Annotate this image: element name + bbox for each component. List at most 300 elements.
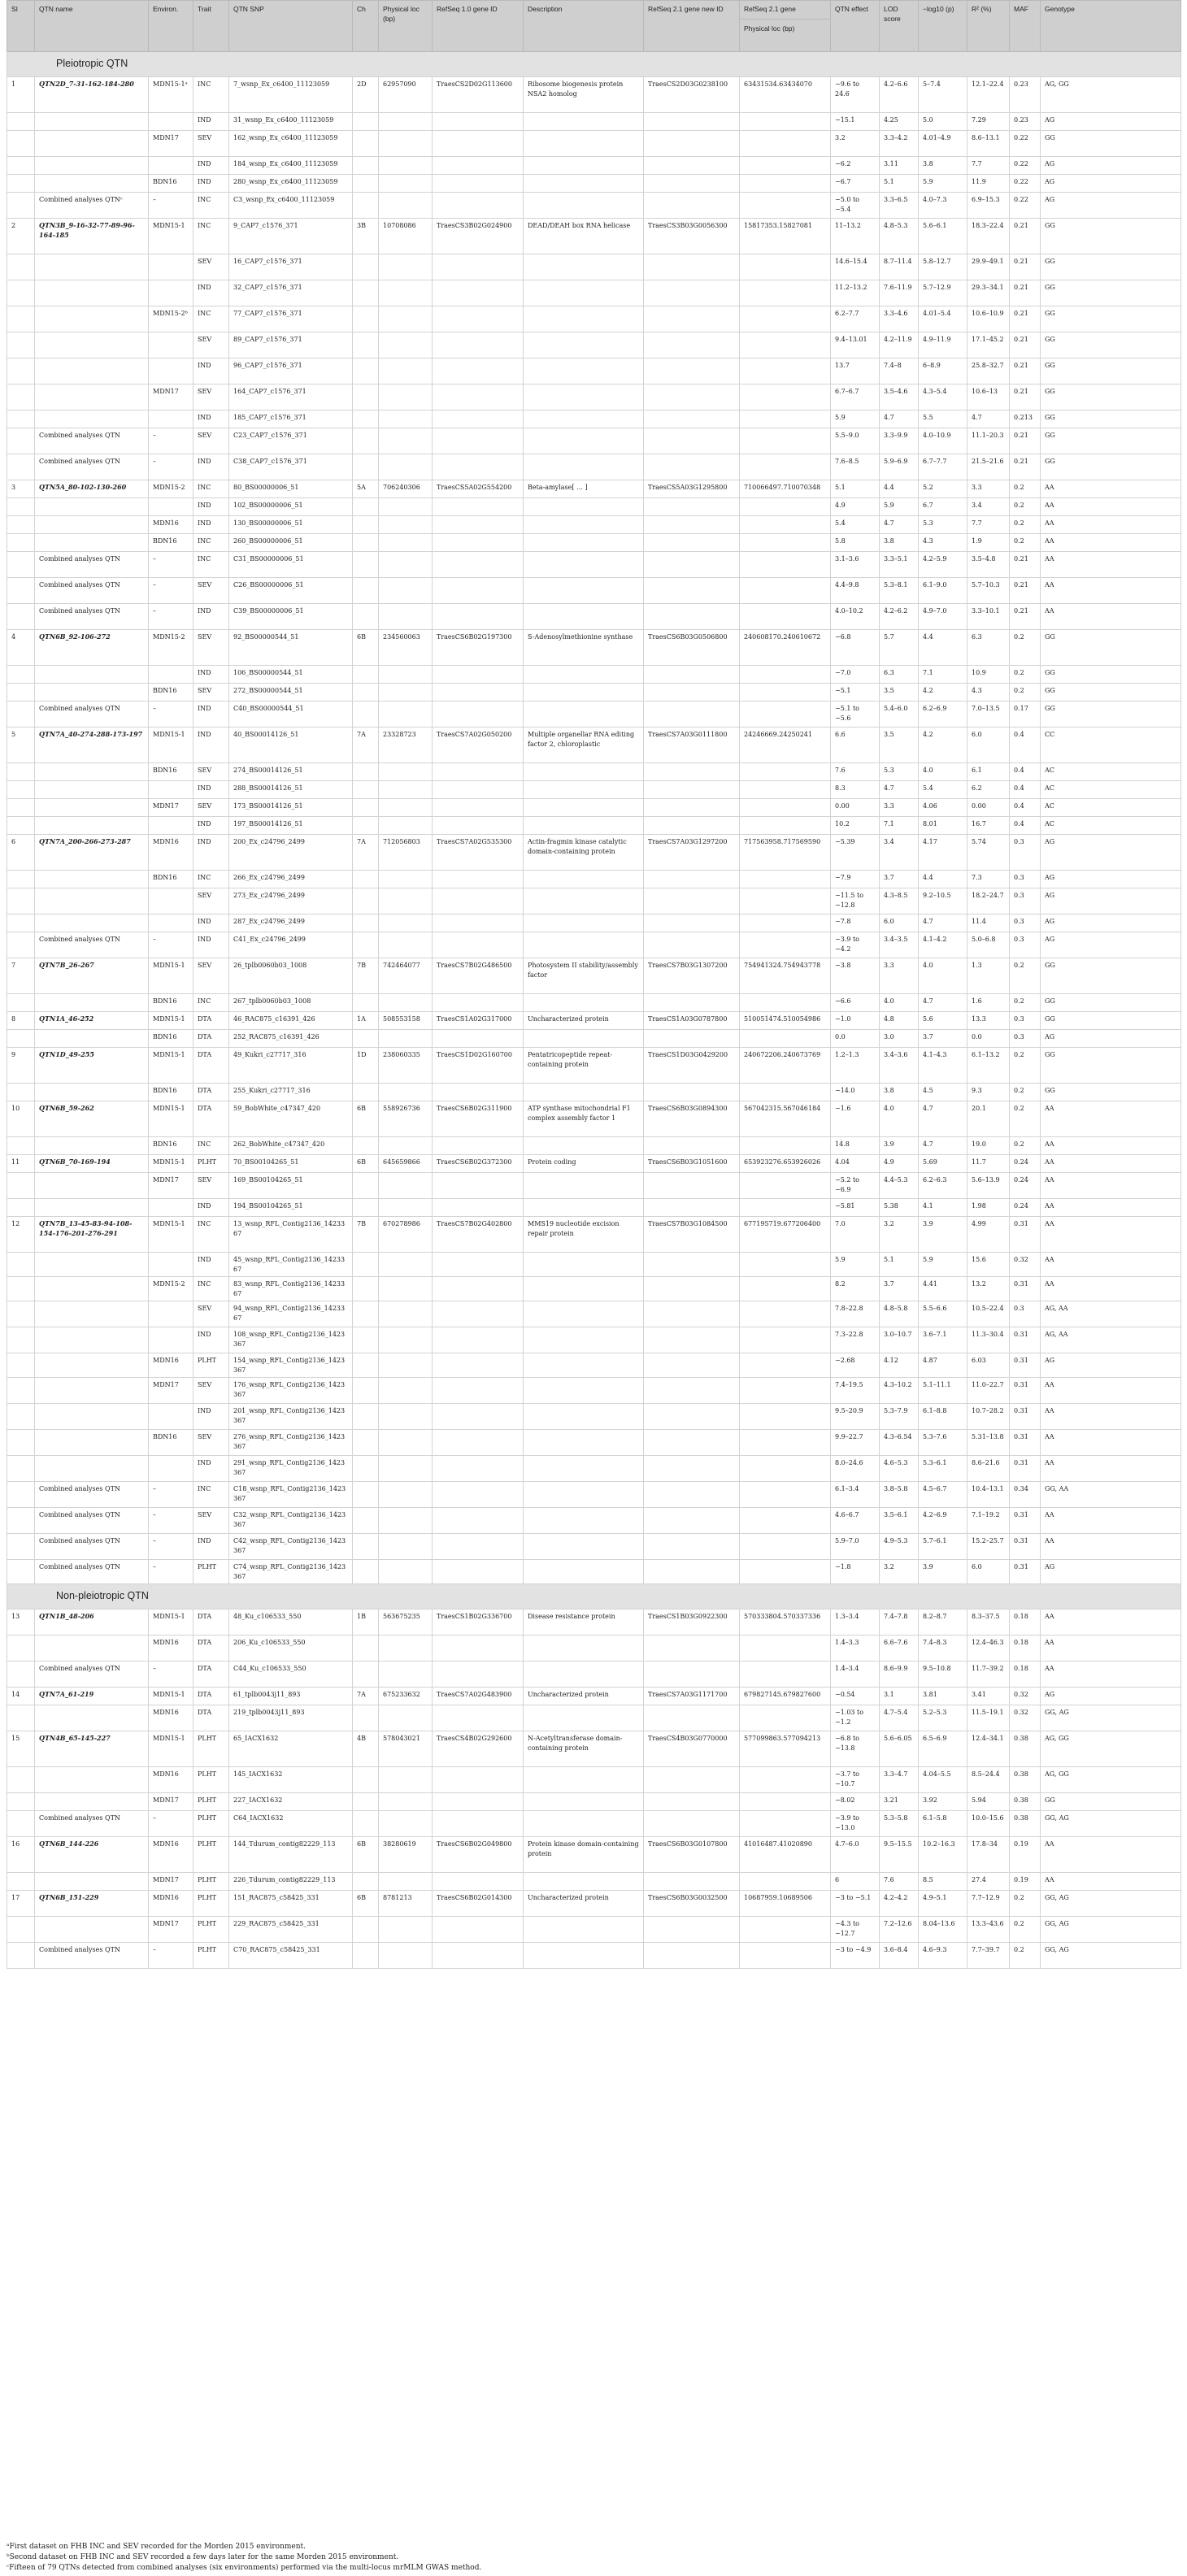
cell: 1.4–3.4 (831, 1662, 880, 1688)
cell (644, 1030, 740, 1048)
cell: 1.4–3.3 (831, 1636, 880, 1662)
cell (644, 1943, 740, 1969)
cell (524, 1943, 644, 1969)
cell: PLHT (193, 1837, 229, 1873)
cell: 0.34 (1010, 1482, 1041, 1508)
cell (353, 384, 379, 411)
cell (644, 1084, 740, 1101)
cell: AA (1041, 1253, 1181, 1277)
table-row (7, 1217, 1181, 1253)
cell: 11.7 (967, 1155, 1010, 1173)
cell (644, 254, 740, 280)
cell (524, 1253, 644, 1277)
cell: 5A (353, 480, 379, 498)
cell: 4.2–11.9 (880, 332, 919, 358)
cell: −8.02 (831, 1793, 880, 1811)
table-row (7, 1456, 1181, 1482)
table-row (7, 1943, 1181, 1969)
cell: 185_CAP7_c1576_371 (229, 411, 353, 428)
cell (7, 113, 35, 131)
cell (379, 888, 433, 914)
cell: MDN17 (149, 1917, 193, 1943)
cell: 0.21 (1010, 306, 1041, 332)
cell: 4.2 (919, 728, 967, 763)
cell: 12 (7, 1217, 35, 1253)
cell: 3.8 (880, 1084, 919, 1101)
cell: 0.32 (1010, 1253, 1041, 1277)
cell: Combined analyses QTN (35, 552, 149, 578)
cell (740, 871, 831, 888)
cell: C26_BS00000006_51 (229, 578, 353, 604)
cell (353, 1353, 379, 1378)
cell: AA (1041, 578, 1181, 604)
cell (644, 1767, 740, 1793)
cell: Combined analyses QTN (35, 1482, 149, 1508)
cell: TraesCS5A03G1295800 (644, 480, 740, 498)
cell: 5.0 (919, 113, 967, 131)
cell (35, 1767, 149, 1793)
cell (7, 763, 35, 781)
cell (644, 1560, 740, 1584)
cell: 5.0–6.8 (967, 932, 1010, 958)
cell: PLHT (193, 1891, 229, 1917)
cell (379, 384, 433, 411)
cell: AA (1041, 1837, 1181, 1873)
cell (524, 1084, 644, 1101)
cell (353, 411, 379, 428)
table-row (7, 871, 1181, 888)
cell (353, 254, 379, 280)
cell: 0.18 (1010, 1636, 1041, 1662)
cell: MDN15-1 (149, 1012, 193, 1030)
cell (353, 1482, 379, 1508)
cell: 6.3 (880, 666, 919, 684)
cell (644, 516, 740, 534)
cell (7, 1917, 35, 1943)
cell (740, 1636, 831, 1662)
cell: 4.2–6.9 (919, 1508, 967, 1534)
cell: −6.6 (831, 994, 880, 1012)
cell (740, 131, 831, 157)
cell (433, 1430, 524, 1456)
cell: 238060335 (379, 1048, 433, 1084)
col-refseq21-gene (740, 1, 831, 52)
cell (740, 1560, 831, 1584)
cell: C18_wsnp_RFL_Contig2136_1423367 (229, 1482, 353, 1508)
cell (524, 1353, 644, 1378)
cell: 0.23 (1010, 77, 1041, 113)
cell: INC (193, 219, 229, 254)
cell (353, 1199, 379, 1217)
cell (740, 1662, 831, 1688)
cell: MDN17 (149, 1378, 193, 1404)
cell (644, 498, 740, 516)
cell (35, 1301, 149, 1327)
cell: 5.8 (831, 534, 880, 552)
cell (644, 1199, 740, 1217)
cell (644, 332, 740, 358)
cell (353, 1173, 379, 1199)
cell (353, 914, 379, 932)
cell: C38_CAP7_c1576_371 (229, 454, 353, 480)
cell (433, 1811, 524, 1837)
cell: 0.3 (1010, 1301, 1041, 1327)
cell: 5.5–9.0 (831, 428, 880, 454)
cell: AG (1041, 932, 1181, 958)
cell (433, 1277, 524, 1301)
cell: 3.8 (919, 157, 967, 175)
cell (379, 1636, 433, 1662)
cell: 6–8.9 (919, 358, 967, 384)
cell: 10687959.10689506 (740, 1891, 831, 1917)
cell (740, 113, 831, 131)
cell (379, 1253, 433, 1277)
cell: MDN17 (149, 1793, 193, 1811)
cell (644, 1873, 740, 1891)
cell: Combined analyses QTN (35, 428, 149, 454)
cell (353, 332, 379, 358)
cell: 9.9–22.7 (831, 1430, 880, 1456)
cell (433, 1534, 524, 1560)
cell: 5.9 (831, 1253, 880, 1277)
cell: GG (1041, 666, 1181, 684)
table-row (7, 1137, 1181, 1155)
cell: IND (193, 175, 229, 193)
cell (379, 193, 433, 219)
cell: 6.2–6.3 (919, 1173, 967, 1199)
cell (35, 411, 149, 428)
cell: 8 (7, 1012, 35, 1030)
cell: 4.0 (880, 1101, 919, 1137)
cell: 4.4–9.8 (831, 578, 880, 604)
cell: Protein kinase domain-containing protein (524, 1837, 644, 1873)
cell (353, 1378, 379, 1404)
cell: TraesCS6B03G0506800 (644, 630, 740, 666)
cell (35, 157, 149, 175)
cell (7, 131, 35, 157)
cell (524, 516, 644, 534)
cell (740, 666, 831, 684)
cell: −3.7 to −10.7 (831, 1767, 880, 1793)
table-row (7, 384, 1181, 411)
cell: 645659866 (379, 1155, 433, 1173)
cell: 227_IACX1632 (229, 1793, 353, 1811)
cell (433, 131, 524, 157)
cell (644, 157, 740, 175)
cell (149, 358, 193, 384)
cell (353, 994, 379, 1012)
cell (433, 763, 524, 781)
cell: 13.2 (967, 1277, 1010, 1301)
cell (379, 113, 433, 131)
cell (524, 280, 644, 306)
cell: GG, AG (1041, 1943, 1181, 1969)
cell (379, 175, 433, 193)
cell (524, 1917, 644, 1943)
cell: PLHT (193, 1917, 229, 1943)
footnote-a: ᵃFirst dataset on FHB INC and SEV recorded for the Morden 2015 environment. (7, 2543, 307, 2551)
table-row (7, 175, 1181, 193)
cell: AA (1041, 516, 1181, 534)
cell: 21.5–21.6 (967, 454, 1010, 480)
cell (524, 799, 644, 817)
cell (740, 781, 831, 799)
cell (7, 193, 35, 219)
cell: AG, AA (1041, 1301, 1181, 1327)
cell: 144_Tdurum_contig82229_113 (229, 1837, 353, 1873)
cell: 0.31 (1010, 1217, 1041, 1253)
cell (7, 1767, 35, 1793)
cell (353, 157, 379, 175)
cell: 3.3–5.1 (880, 552, 919, 578)
cell (149, 280, 193, 306)
cell (379, 666, 433, 684)
cell: AG (1041, 157, 1181, 175)
cell: TraesCS7B02G402800 (433, 1217, 524, 1253)
cell (149, 914, 193, 932)
cell: 10.4–13.1 (967, 1482, 1010, 1508)
cell (7, 306, 35, 332)
table-row (7, 332, 1181, 358)
cell (433, 1508, 524, 1534)
cell (740, 1793, 831, 1811)
cell (35, 1793, 149, 1811)
qtn-table (7, 0, 1181, 1969)
cell: 3.2 (880, 1217, 919, 1253)
cell: 4B (353, 1731, 379, 1767)
cell (7, 932, 35, 958)
cell (644, 175, 740, 193)
cell: 8.3 (831, 781, 880, 799)
cell: TraesCS1D02G160700 (433, 1048, 524, 1084)
cell (433, 1636, 524, 1662)
cell (379, 1173, 433, 1199)
cell: 252_RAC875_c16391_426 (229, 1030, 353, 1048)
cell: INC (193, 77, 229, 113)
cell (7, 684, 35, 702)
cell: 240608170.240610672 (740, 630, 831, 666)
cell (433, 1662, 524, 1688)
cell (7, 428, 35, 454)
cell (353, 604, 379, 630)
cell: 194_BS00104265_51 (229, 1199, 353, 1217)
cell (524, 1705, 644, 1731)
cell: 706240306 (379, 480, 433, 498)
cell: AG (1041, 871, 1181, 888)
table-row (7, 1012, 1181, 1030)
cell: 13.7 (831, 358, 880, 384)
cell (524, 1277, 644, 1301)
cell (7, 358, 35, 384)
cell: AA (1041, 1430, 1181, 1456)
cell (524, 552, 644, 578)
cell: 0.31 (1010, 1430, 1041, 1456)
cell: SEV (193, 1508, 229, 1534)
cell: 3.3–4.6 (880, 306, 919, 332)
cell: QTN6B_151-229 (35, 1891, 149, 1917)
cell: 4.41 (919, 1277, 967, 1301)
cell: 5.7–12.9 (919, 280, 967, 306)
cell: 4.2–4.2 (880, 1891, 919, 1917)
cell: 0.38 (1010, 1793, 1041, 1811)
cell: TraesCS4B03G0770000 (644, 1731, 740, 1767)
cell (35, 888, 149, 914)
cell: 1.3–3.4 (831, 1609, 880, 1636)
cell: IND (193, 280, 229, 306)
cell: 176_wsnp_RFL_Contig2136_1423367 (229, 1378, 353, 1404)
cell (524, 763, 644, 781)
cell: AG (1041, 888, 1181, 914)
cell (149, 666, 193, 684)
cell: 10.5–22.4 (967, 1301, 1010, 1327)
cell: S-Adenosylmethionine synthase (524, 630, 644, 666)
cell (35, 1137, 149, 1155)
table-row (7, 1767, 1181, 1793)
cell (433, 193, 524, 219)
col-maf: MAF (1010, 1, 1041, 52)
cell: GG (1041, 131, 1181, 157)
cell: TraesCS2D02G113600 (433, 77, 524, 113)
cell: 77_CAP7_c1576_371 (229, 306, 353, 332)
cell: 0.31 (1010, 1404, 1041, 1430)
cell (35, 498, 149, 516)
cell (433, 1767, 524, 1793)
cell (35, 1353, 149, 1378)
cell: 65_IACX1632 (229, 1731, 353, 1767)
cell: 108_wsnp_RFL_Contig2136_1423367 (229, 1327, 353, 1353)
cell: TraesCS7A02G483900 (433, 1688, 524, 1705)
cell: MDN16 (149, 1767, 193, 1793)
cell (7, 1430, 35, 1456)
section-row (7, 1584, 1181, 1609)
table-row (7, 306, 1181, 332)
cell: INC (193, 1137, 229, 1155)
cell: 5.8–12.7 (919, 254, 967, 280)
cell: IND (193, 1404, 229, 1430)
cell: 4.3 (967, 684, 1010, 702)
cell: MDN17 (149, 384, 193, 411)
cell: 5.3–7.6 (919, 1430, 967, 1456)
cell: QTN6B_59-262 (35, 1101, 149, 1137)
cell: SEV (193, 1301, 229, 1327)
cell: 12.1–22.4 (967, 77, 1010, 113)
cell: 16 (7, 1837, 35, 1873)
cell (379, 1662, 433, 1688)
table-row (7, 994, 1181, 1012)
cell (353, 358, 379, 384)
cell: 0.3 (1010, 932, 1041, 958)
cell (740, 428, 831, 454)
cell: 201_wsnp_RFL_Contig2136_1423367 (229, 1404, 353, 1430)
cell: AA (1041, 1873, 1181, 1891)
cell: 4.3–6.54 (880, 1430, 919, 1456)
cell: BDN16 (149, 763, 193, 781)
cell: – (149, 1662, 193, 1688)
cell: 4.8–5.8 (880, 1301, 919, 1327)
cell (644, 113, 740, 131)
cell (433, 1873, 524, 1891)
cell (433, 1353, 524, 1378)
cell (644, 1508, 740, 1534)
cell: 15.2–25.7 (967, 1534, 1010, 1560)
cell: MDN15-2 (149, 480, 193, 498)
cell: TraesCS1A02G317000 (433, 1012, 524, 1030)
cell: SEV (193, 1378, 229, 1404)
cell (524, 534, 644, 552)
cell (7, 454, 35, 480)
cell (7, 534, 35, 552)
cell (740, 932, 831, 958)
cell (524, 914, 644, 932)
cell (353, 1560, 379, 1584)
cell: PLHT (193, 1560, 229, 1584)
cell (7, 1084, 35, 1101)
cell (740, 1482, 831, 1508)
cell: 16.7 (967, 817, 1010, 835)
cell (524, 1793, 644, 1811)
cell: – (149, 1943, 193, 1969)
cell: 272_BS00000544_51 (229, 684, 353, 702)
cell (353, 552, 379, 578)
cell: GG (1041, 358, 1181, 384)
cell (524, 781, 644, 799)
cell (524, 131, 644, 157)
cell: 3.4 (880, 835, 919, 871)
cell: 11–13.2 (831, 219, 880, 254)
table-row (7, 428, 1181, 454)
cell: 3.3–9.9 (880, 428, 919, 454)
cell: IND (193, 914, 229, 932)
cell: 5.6–6.1 (919, 219, 967, 254)
cell: 7.6 (880, 1873, 919, 1891)
cell: 4.7–5.4 (880, 1705, 919, 1731)
cell: AA (1041, 1404, 1181, 1430)
cell: TraesCS6B02G372300 (433, 1155, 524, 1173)
table-row (7, 358, 1181, 384)
cell: 15817353.15827081 (740, 219, 831, 254)
cell: 11.7–39.2 (967, 1662, 1010, 1688)
cell (644, 1430, 740, 1456)
cell: 8.2 (831, 1277, 880, 1301)
cell: 18.3–22.4 (967, 219, 1010, 254)
cell: IND (193, 516, 229, 534)
cell: IND (193, 1199, 229, 1217)
cell: 4.5 (919, 1084, 967, 1101)
cell (353, 1793, 379, 1811)
cell: AG (1041, 835, 1181, 871)
table-row (7, 498, 1181, 516)
cell: 4.04 (831, 1155, 880, 1173)
cell: 0.00 (831, 799, 880, 817)
cell: 5.38 (880, 1199, 919, 1217)
cell: 7.7 (967, 157, 1010, 175)
cell: IND (193, 157, 229, 175)
cell: TraesCS6B02G311900 (433, 1101, 524, 1137)
cell: 5.7 (880, 630, 919, 666)
table-row (7, 1327, 1181, 1353)
col-lod: LOD score (880, 1, 919, 52)
col-refseq1-id: RefSeq 1.0 gene ID (433, 1, 524, 52)
table-row (7, 1662, 1181, 1688)
cell (644, 306, 740, 332)
cell: Combined analyses QTN (35, 932, 149, 958)
cell: GG (1041, 280, 1181, 306)
cell (433, 534, 524, 552)
cell: −5.0 to −5.4 (831, 193, 880, 219)
cell: 24246669.24250241 (740, 728, 831, 763)
cell: GG, AG (1041, 1891, 1181, 1917)
cell: AA (1041, 1636, 1181, 1662)
